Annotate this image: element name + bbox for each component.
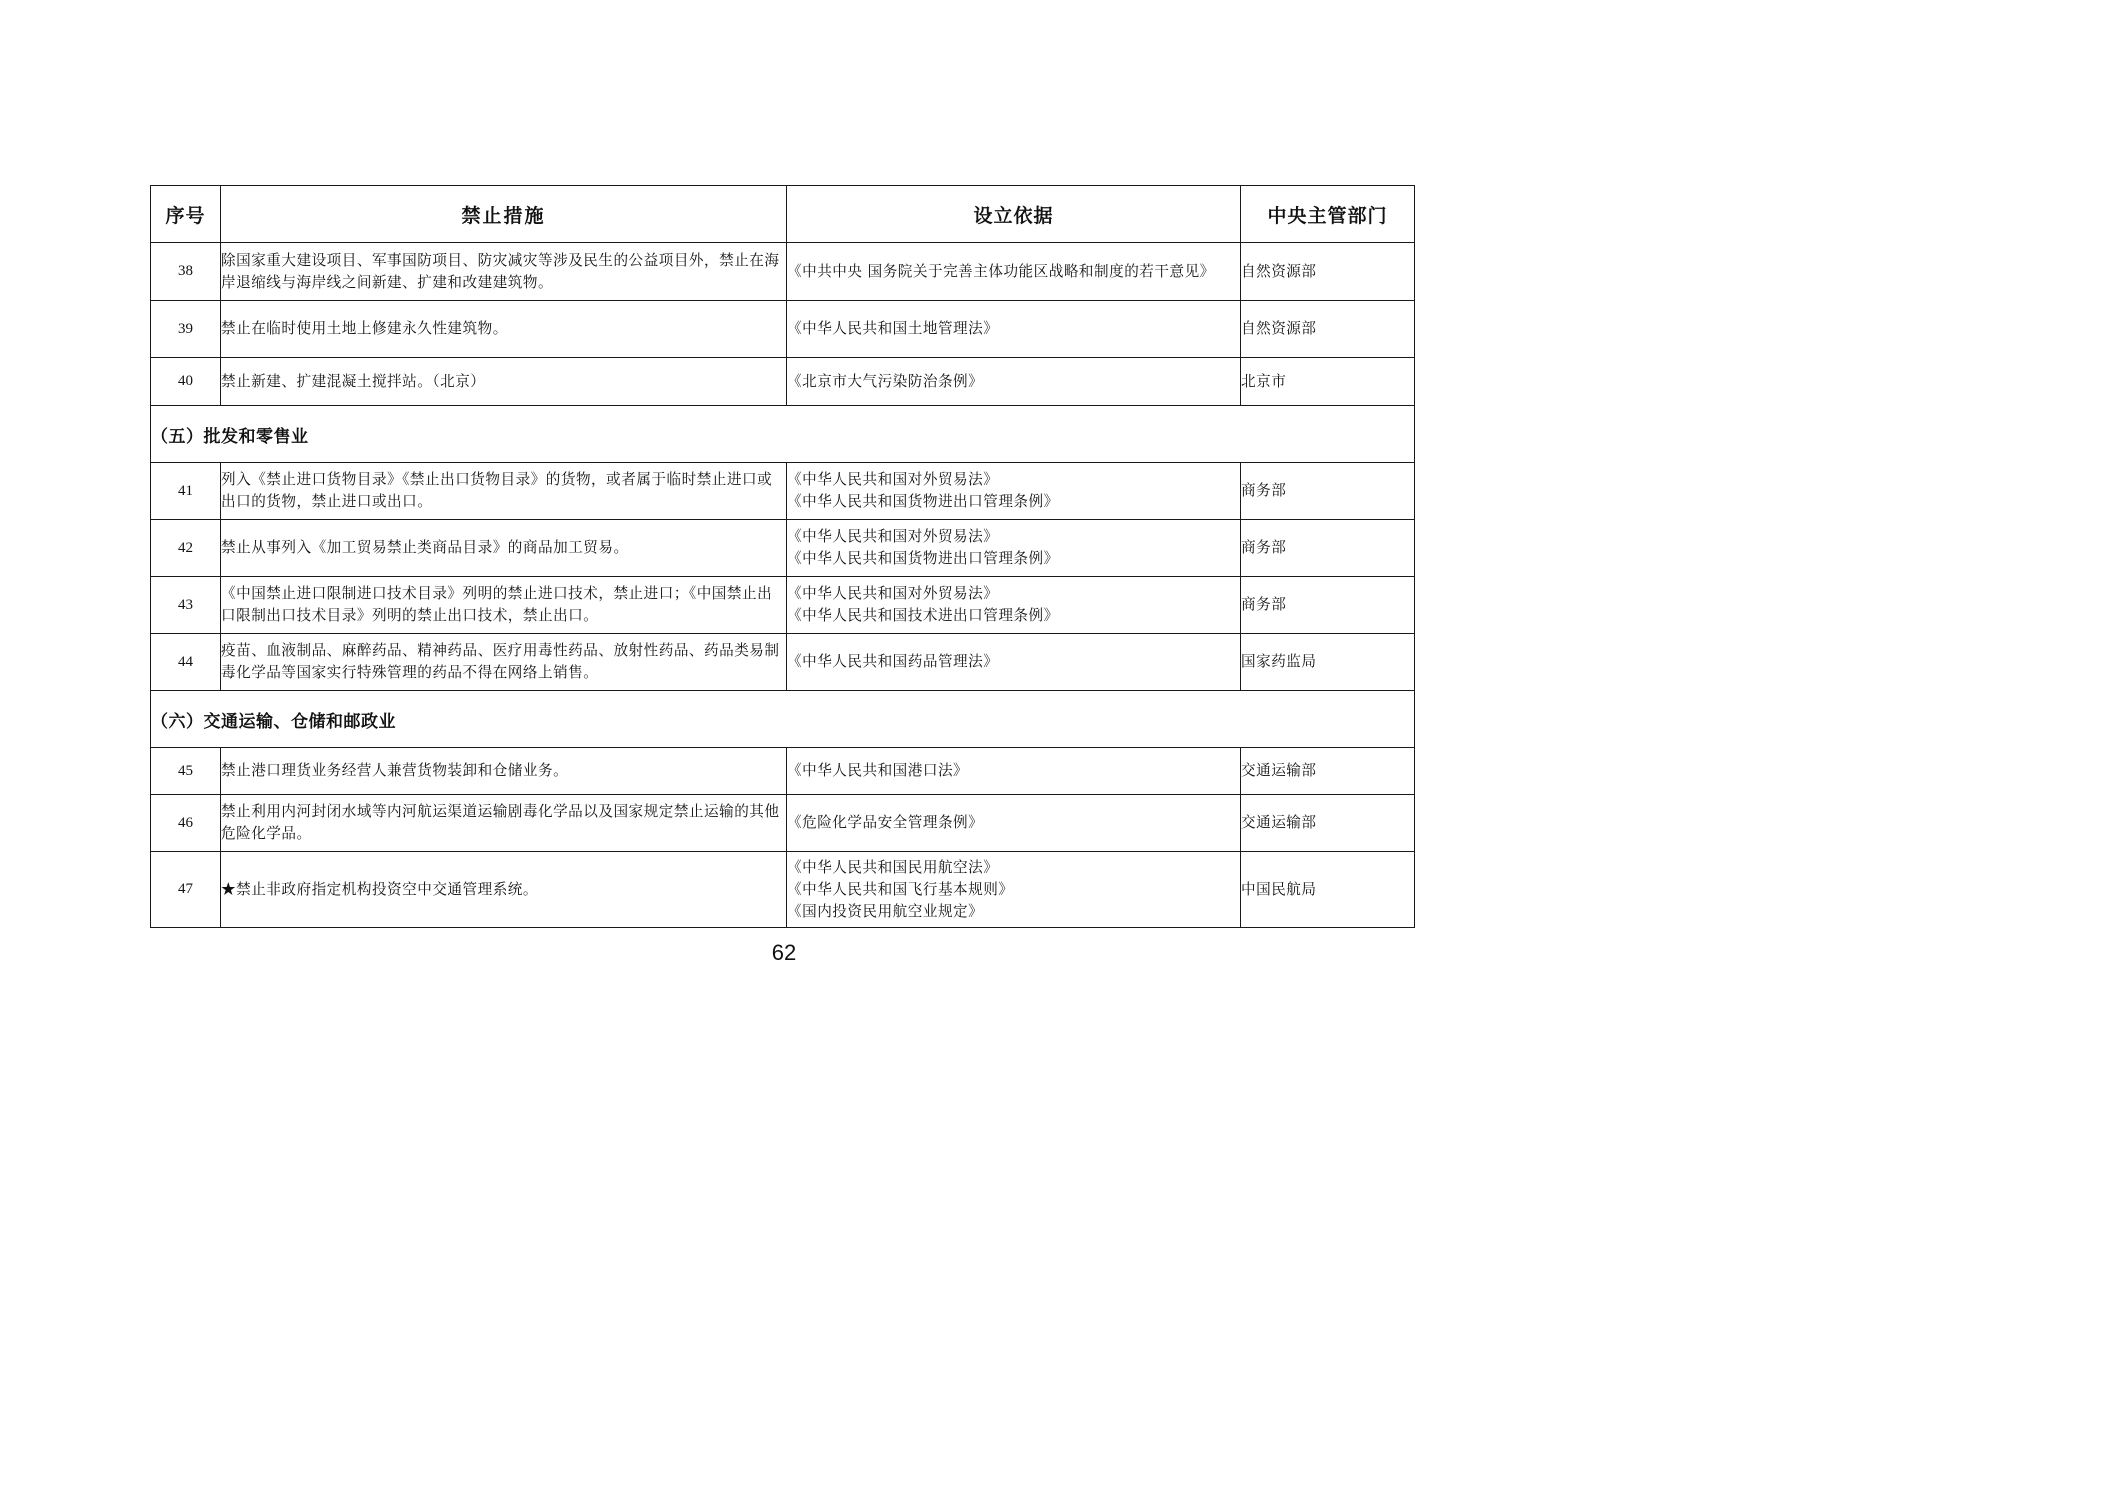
header-dept: 中央主管部门 bbox=[1241, 186, 1415, 243]
basis-law: 《中华人民共和国技术进出口管理条例》 bbox=[787, 607, 1059, 624]
row-basis bbox=[787, 520, 1241, 577]
row-basis bbox=[787, 852, 1241, 928]
header-measure: 禁止措施 bbox=[221, 186, 787, 243]
row-measure: 禁止在临时使用土地上修建永久性建筑物。 bbox=[221, 301, 787, 358]
row-measure: 禁止从事列入《加工贸易禁止类商品目录》的商品加工贸易。 bbox=[221, 520, 787, 577]
row-basis bbox=[787, 243, 1241, 301]
row-seq: 47 bbox=[151, 852, 221, 928]
page-number: 62 bbox=[771, 940, 797, 965]
row-basis bbox=[787, 358, 1241, 406]
row-dept: 交通运输部 bbox=[1241, 795, 1415, 852]
basis-law: 《中华人民共和国港口法》 bbox=[787, 762, 969, 779]
table-header-row bbox=[151, 186, 1415, 243]
row-seq: 44 bbox=[151, 634, 221, 691]
section-title: （六）交通运输、仓储和邮政业 bbox=[151, 691, 1415, 748]
row-measure: 禁止新建、扩建混凝土搅拌站。（北京） bbox=[221, 358, 787, 406]
section-row bbox=[151, 406, 1415, 463]
row-measure: 除国家重大建设项目、军事国防项目、防灾减灾等涉及民生的公益项目外，禁止在海岸退缩线与海岸线之间新建、扩建和改建建筑物。 bbox=[221, 243, 787, 301]
basis-law: 《中华人民共和国对外贸易法》 bbox=[787, 585, 999, 602]
row-basis bbox=[787, 301, 1241, 358]
row-seq: 45 bbox=[151, 748, 221, 795]
basis-law: 《中华人民共和国货物进出口管理条例》 bbox=[787, 493, 1059, 510]
table-row bbox=[151, 795, 1415, 852]
row-measure: 禁止利用内河封闭水域等内河航运渠道运输剧毒化学品以及国家规定禁止运输的其他危险化学品。 bbox=[221, 795, 787, 852]
row-dept: 商务部 bbox=[1241, 520, 1415, 577]
row-seq: 42 bbox=[151, 520, 221, 577]
row-basis bbox=[787, 577, 1241, 634]
basis-law: 《北京市大气污染防治条例》 bbox=[787, 372, 984, 390]
table-row bbox=[151, 634, 1415, 691]
table-row bbox=[151, 463, 1415, 520]
prohibition-measures-table bbox=[150, 185, 1415, 928]
basis-law: 《中华人民共和国民用航空法》 bbox=[787, 858, 999, 876]
section-row bbox=[151, 691, 1415, 748]
basis-law: 《中华人民共和国飞行基本规则》 bbox=[787, 880, 1014, 898]
row-seq: 38 bbox=[151, 243, 221, 301]
row-dept: 自然资源部 bbox=[1241, 243, 1415, 301]
row-dept: 自然资源部 bbox=[1241, 301, 1415, 358]
table-row bbox=[151, 243, 1415, 301]
basis-law: 《中华人民共和国土地管理法》 bbox=[787, 320, 999, 337]
basis-law: 《中华人民共和国对外贸易法》 bbox=[787, 471, 999, 488]
row-seq: 39 bbox=[151, 301, 221, 358]
row-measure: 《中国禁止进口限制进口技术目录》列明的禁止进口技术，禁止进口；《中国禁止出口限制出口技术目录》列明的禁止出口技术，禁止出口。 bbox=[221, 577, 787, 634]
table-row bbox=[151, 301, 1415, 358]
basis-law: 《中华人民共和国货物进出口管理条例》 bbox=[787, 550, 1059, 567]
row-measure: 列入《禁止进口货物目录》《禁止出口货物目录》的货物，或者属于临时禁止进口或出口的货物，禁止进口或出口。 bbox=[221, 463, 787, 520]
row-seq: 40 bbox=[151, 358, 221, 406]
header-basis: 设立依据 bbox=[787, 186, 1241, 243]
row-dept: 北京市 bbox=[1241, 358, 1415, 406]
row-basis bbox=[787, 634, 1241, 691]
table-body bbox=[151, 243, 1415, 928]
table-row bbox=[151, 852, 1415, 928]
row-dept: 商务部 bbox=[1241, 463, 1415, 520]
row-basis bbox=[787, 748, 1241, 795]
basis-law: 《国内投资民用航空业规定》 bbox=[787, 902, 984, 920]
row-measure: 疫苗、血液制品、麻醉药品、精神药品、医疗用毒性药品、放射性药品、药品类易制毒化学品等国家实行特殊管理的药品不得在网络上销售。 bbox=[221, 634, 787, 691]
basis-law: 《中共中央 国务院关于完善主体功能区战略和制度的若干意见》 bbox=[787, 262, 1215, 280]
row-basis bbox=[787, 463, 1241, 520]
row-measure: 禁止港口理货业务经营人兼营货物装卸和仓储业务。 bbox=[221, 748, 787, 795]
section-title: （五）批发和零售业 bbox=[151, 406, 1415, 463]
table-row bbox=[151, 748, 1415, 795]
row-dept: 交通运输部 bbox=[1241, 748, 1415, 795]
row-seq: 46 bbox=[151, 795, 221, 852]
header-seq: 序号 bbox=[151, 186, 221, 243]
table-row bbox=[151, 520, 1415, 577]
row-dept: 国家药监局 bbox=[1241, 634, 1415, 691]
row-basis bbox=[787, 795, 1241, 852]
basis-law: 《中华人民共和国对外贸易法》 bbox=[787, 528, 999, 545]
row-dept: 中国民航局 bbox=[1241, 852, 1415, 928]
table-row bbox=[151, 358, 1415, 406]
row-seq: 41 bbox=[151, 463, 221, 520]
row-measure: ★禁止非政府指定机构投资空中交通管理系统。 bbox=[221, 852, 787, 928]
basis-law: 《危险化学品安全管理条例》 bbox=[787, 814, 984, 831]
basis-law: 《中华人民共和国药品管理法》 bbox=[787, 653, 999, 670]
row-dept: 商务部 bbox=[1241, 577, 1415, 634]
table-row bbox=[151, 577, 1415, 634]
row-seq: 43 bbox=[151, 577, 221, 634]
